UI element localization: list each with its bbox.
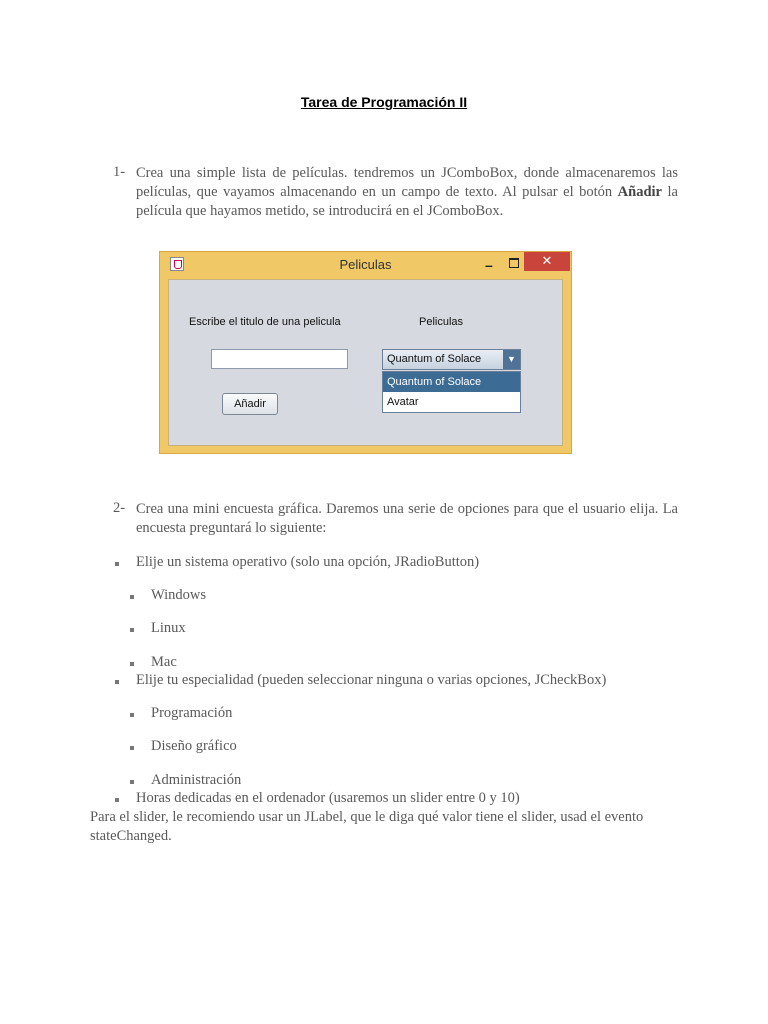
movies-combobox[interactable] xyxy=(382,349,521,370)
maximize-button[interactable] xyxy=(509,258,519,268)
item-1-number: 1- xyxy=(113,164,126,180)
bullet-hours: Horas dedicadas en el ordenador (usaremos un slider entre 0 y 10) xyxy=(136,790,520,806)
combobox-option[interactable]: Quantum of Solace xyxy=(383,372,520,392)
bullet-icon xyxy=(130,746,134,750)
sub-item-linux: Linux xyxy=(151,620,186,636)
bullet-specialty: Elije tu especialidad (pueden seleccionar ninguna o varias opciones, JCheckBox) xyxy=(136,672,607,688)
item-1-text xyxy=(136,164,678,221)
item-2-text: Crea una mini encuesta gráfica. Daremos una serie de opciones para que el usuario elija. La encuesta preguntará lo siguiente: xyxy=(136,501,678,536)
final-paragraph: Para el slider, le recomiendo usar un JLabel, que le diga qué valor tiene el slider, usad el evento stateChanged. xyxy=(90,809,644,844)
item-1-bold: Añadir xyxy=(617,184,662,200)
combobox-popup-list xyxy=(382,371,521,413)
bullet-icon xyxy=(115,798,119,802)
bullet-icon xyxy=(130,713,134,717)
item-1-text-b: la película que hayamos metido, se introducirá en el JComboBox. xyxy=(136,184,678,219)
movies-label: Peliculas xyxy=(419,316,464,328)
window-content xyxy=(168,279,563,446)
item-1-text-a: Crea una simple lista de películas. tendremos un JComboBox, donde almacenaremos las películas, que vayamos almacenando en un campo de texto. Al pulsar el botón xyxy=(136,165,678,200)
bullet-icon xyxy=(130,628,134,632)
dropdown-arrow-icon[interactable]: ▼ xyxy=(503,350,520,369)
bullet-icon xyxy=(130,780,134,784)
bullet-icon xyxy=(130,595,134,599)
combobox-selected: Quantum of Solace xyxy=(387,353,482,365)
sub-item-mac: Mac xyxy=(151,654,177,670)
window-title: Peliculas xyxy=(339,257,392,272)
bullet-icon xyxy=(130,662,134,666)
bullet-os: Elije un sistema operativo (solo una opción, JRadioButton) xyxy=(136,554,480,570)
bullet-icon xyxy=(115,562,119,566)
add-button[interactable]: Añadir xyxy=(222,393,278,415)
bullet-icon xyxy=(115,680,119,684)
peliculas-window xyxy=(159,251,572,454)
title-label: Escribe el titulo de una pelicula xyxy=(189,316,341,328)
sub-item-administracion: Administración xyxy=(151,772,242,788)
document-title: Tarea de Programación II xyxy=(300,94,468,110)
item-2-number: 2- xyxy=(113,500,126,516)
movie-title-input[interactable] xyxy=(211,349,348,369)
close-button[interactable]: ✕ xyxy=(524,252,570,271)
sub-item-windows: Windows xyxy=(151,587,206,603)
minimize-button[interactable]: – xyxy=(485,257,493,273)
sub-item-programacion: Programación xyxy=(151,705,233,721)
sub-item-diseno: Diseño gráfico xyxy=(151,738,237,754)
combobox-option[interactable]: Avatar xyxy=(387,396,419,408)
